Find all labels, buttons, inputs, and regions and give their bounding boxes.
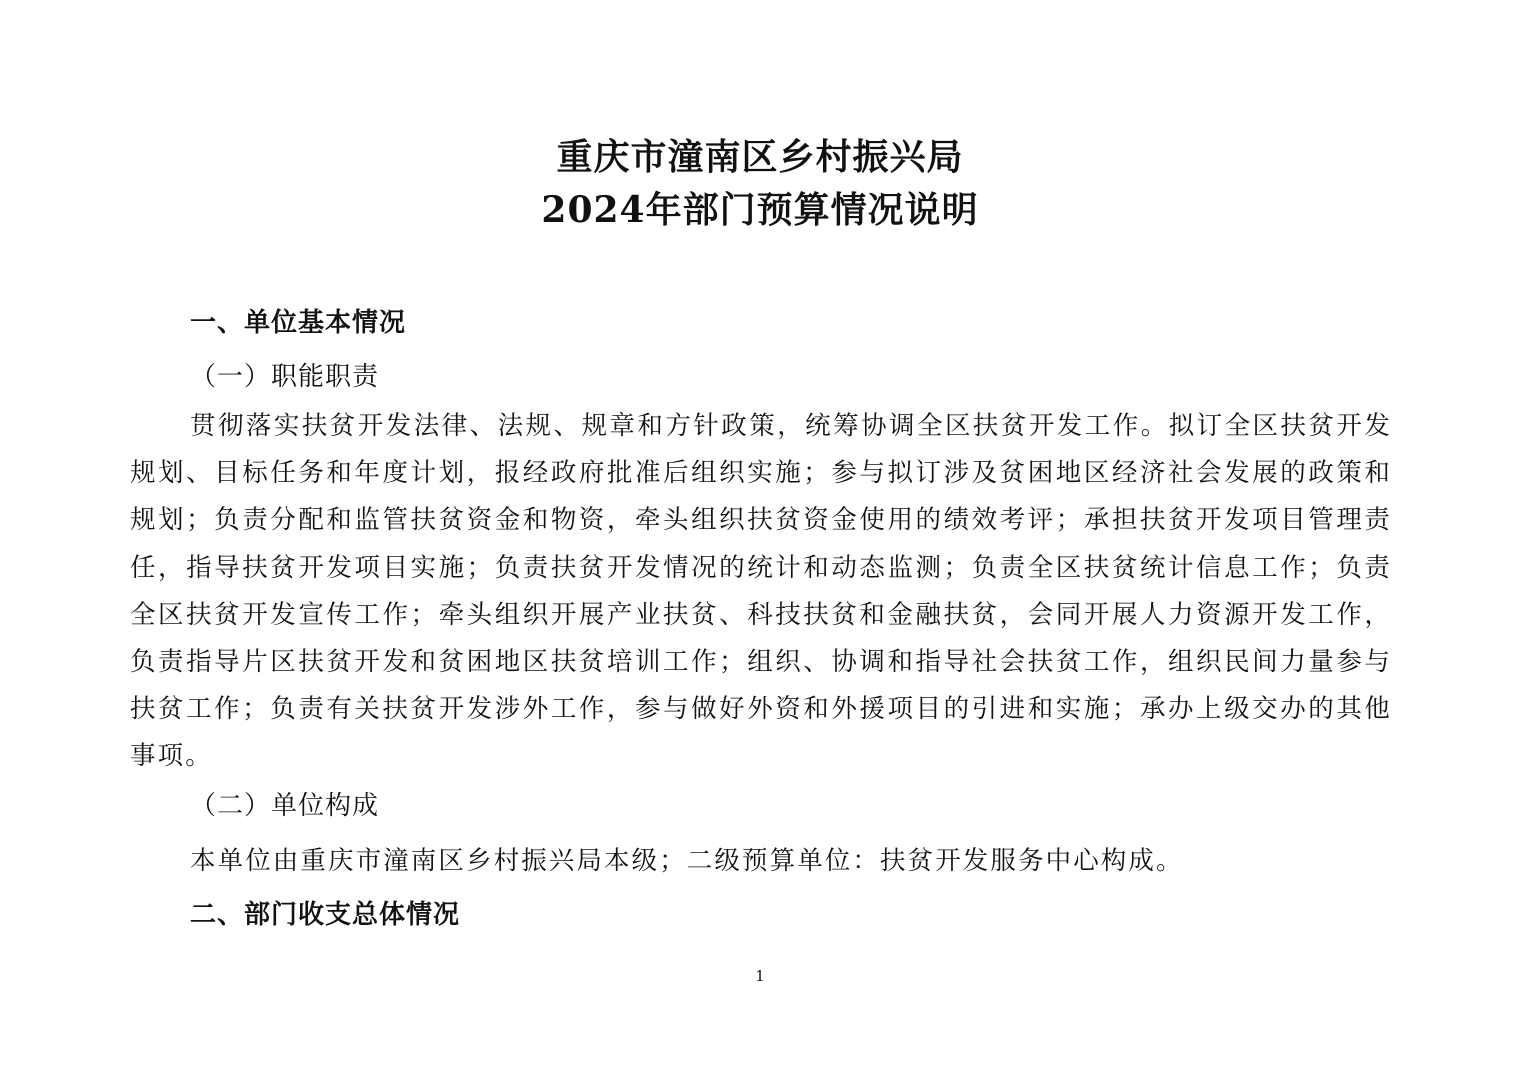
section1-sub2-paragraph: 本单位由重庆市潼南区乡村振兴局本级；二级预算单位：扶贫开发服务中心构成。 — [190, 846, 1184, 876]
page-number: 1 — [755, 967, 765, 985]
section1-heading: 一、单位基本情况 — [190, 308, 407, 338]
section1-sub1-heading: （一）职能职责 — [190, 362, 380, 392]
section2-heading: 二、部门收支总体情况 — [190, 900, 461, 930]
document-title-line1: 重庆市潼南区乡村振兴局 — [556, 136, 964, 178]
section1-sub2-heading: （二）单位构成 — [190, 791, 380, 821]
document-title-line2: 2024年部门预算情况说明 — [541, 189, 979, 231]
section1-sub1-paragraph: 贯彻落实扶贫开发法律、法规、规章和方针政策，统筹协调全区扶贫开发工作。拟订全区扶贫开发规划、目标任务和年度计划，报经政府批准后组织实施；参与拟订涉及贫困地区经济社会发展的政策和规划；负责分配和监管扶贫资金和物资，牵头组织扶贫资金使用的绩效考评；承担扶贫开发项目管理责任，指导扶贫开发项目实施；负责扶贫开发情况的统计和动态监测；负责全区扶贫统计信息工作；负责全区扶贫开发宣传工作；牵头组织开展产业扶贫、科技扶贫和金融扶贫，会同开展人力资源开发工作，负责指导片区扶贫开发和贫困地区扶贫培训工作；组织、协调和指导社会扶贫工作，组织民间力量参与扶贫工作；负责有关扶贫开发涉外工作，参与做好外资和外援项目的引进和实施；承办上级交办的其他事项。 — [130, 411, 1392, 772]
